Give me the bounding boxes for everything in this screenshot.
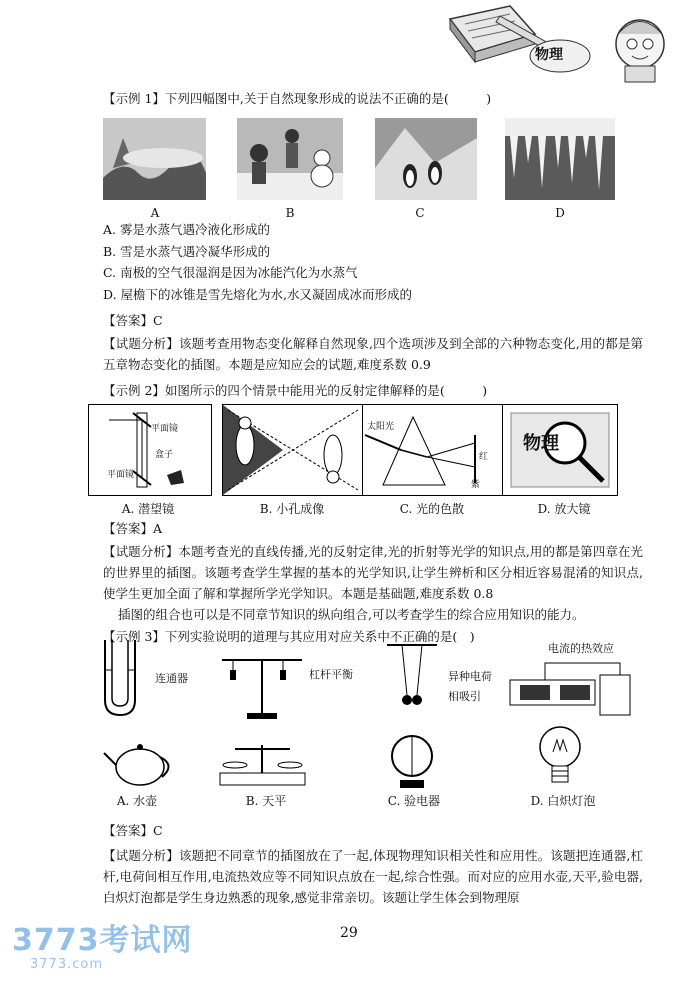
ex2-note: 插图的组合也可以是不同章节知识的纵向组合,可以考查学生的综合应用知识的能力。 (118, 607, 585, 622)
ex1-answer: 【答案】C (103, 313, 163, 328)
violet-label: 紫 (471, 480, 481, 490)
charge-label-2: 相吸引 (448, 690, 481, 703)
ex2-answer: 【答案】A (103, 521, 163, 536)
ex2-caption-d: D. 放大镜 (537, 502, 591, 516)
connector-label: 连通器 (155, 672, 188, 685)
ex2-caption-a: A. 潜望镜 (121, 502, 175, 516)
lever-figure (222, 650, 307, 725)
ex3-caption-d: D. 白炽灯泡 (530, 794, 596, 808)
icicle-photo (505, 118, 615, 200)
ex1-option-d: D. 屋檐下的冰锥是雪先熔化为水,水又凝固成冰而形成的 (103, 287, 412, 302)
book-title-label: 物理 (523, 433, 559, 454)
heat-effect-label: 电流的热效应 (548, 642, 614, 655)
u-tube-figure (100, 640, 140, 720)
mirror-label-2: 平面镜 (107, 470, 135, 480)
example1-title: 【示例 1】下列四幅图中,关于自然现象形成的说法不正确的是( ) (103, 91, 492, 106)
ex1-option-b: B. 雪是水蒸气遇冷凝华形成的 (103, 244, 271, 259)
ex1-option-a: A. 雾是水蒸气遇冷液化形成的 (103, 222, 270, 237)
ex1-caption-b: B (285, 206, 295, 220)
penguin-photo (375, 118, 477, 200)
kettle-figure (102, 735, 177, 790)
ex2-caption-c: C. 光的色散 (399, 502, 465, 516)
ex1-option-c: C. 南极的空气很湿润是因为冰能汽化为水蒸气 (103, 265, 358, 280)
ex1-caption-a: A (150, 206, 160, 220)
page-number: 29 (340, 925, 358, 941)
ex1-analysis: 【试题分析】该题考查用物态变化解释自然现象,四个选项涉及到全部的六种物态变化,用的都是第五章物态变化的插图。本题是应知应会的试题,难度系数 0.9 (103, 336, 643, 372)
mirror-label-1: 平面镜 (151, 424, 179, 434)
example3-title: 【示例 3】下列实验说明的道理与其应用对应关系中不正确的是( ) (103, 629, 475, 644)
periscope-figure (88, 404, 212, 496)
bulb-figure (535, 722, 585, 792)
ex2-caption-b: B. 小孔成像 (259, 502, 325, 516)
dispersion-figure (362, 404, 504, 496)
snowman-photo (237, 118, 343, 200)
charge-label-1: 异种电荷 (448, 670, 492, 683)
sunlight-label: 太阳光 (367, 422, 395, 432)
lever-label: 杠杆平衡 (309, 668, 353, 681)
subject-label: 物理 (535, 47, 563, 63)
ex3-caption-c: C. 验电器 (387, 794, 441, 808)
header-decoration (440, 4, 690, 84)
ex3-answer: 【答案】C (103, 823, 163, 838)
electroscope-figure (385, 730, 440, 792)
pinhole-figure (222, 404, 364, 496)
ex3-caption-b: B. 天平 (245, 794, 287, 808)
book-pencil-icon (440, 4, 690, 84)
ex3-caption-a: A. 水壶 (116, 794, 158, 808)
ex1-caption-d: D (555, 206, 565, 220)
ex1-caption-c: C (415, 206, 425, 220)
fog-photo (103, 118, 206, 200)
red-label: 红 (479, 452, 489, 462)
charges-figure (382, 640, 442, 720)
watermark-url: 3773.com (30, 957, 103, 972)
magnifier-figure (502, 404, 618, 496)
circuit-figure (505, 655, 640, 725)
ex2-analysis: 【试题分析】本题考查光的直线传播,光的反射定律,光的折射等光学的知识点,用的都是第四章在光的世界里的插图。该题考查学生掌握的基本的光学知识,让学生辨析和区分相近容易混淆的知识点,使学生更加全面了解和掌握所学光学知识。本题是基础题,难度系数 0.8 (103, 544, 643, 601)
watermark-logo: 3773考试网 (12, 923, 193, 958)
box-label: 盒子 (155, 450, 174, 460)
example2-title: 【示例 2】如图所示的四个情景中能用光的反射定律解释的是( ) (103, 383, 488, 398)
balance-figure (215, 735, 310, 790)
ex3-analysis: 【试题分析】该题把不同章节的插图放在了一起,体现物理知识相关性和应用性。该题把连通器,杠杆,电荷间相互作用,电流热效应等不同知识点放在一起,综合性强。而对应的应用水壶,天平,验电器,白炽灯泡都是学生身边熟悉的现象,感觉非常亲切。该题让学生体会到物理原 (103, 848, 643, 905)
